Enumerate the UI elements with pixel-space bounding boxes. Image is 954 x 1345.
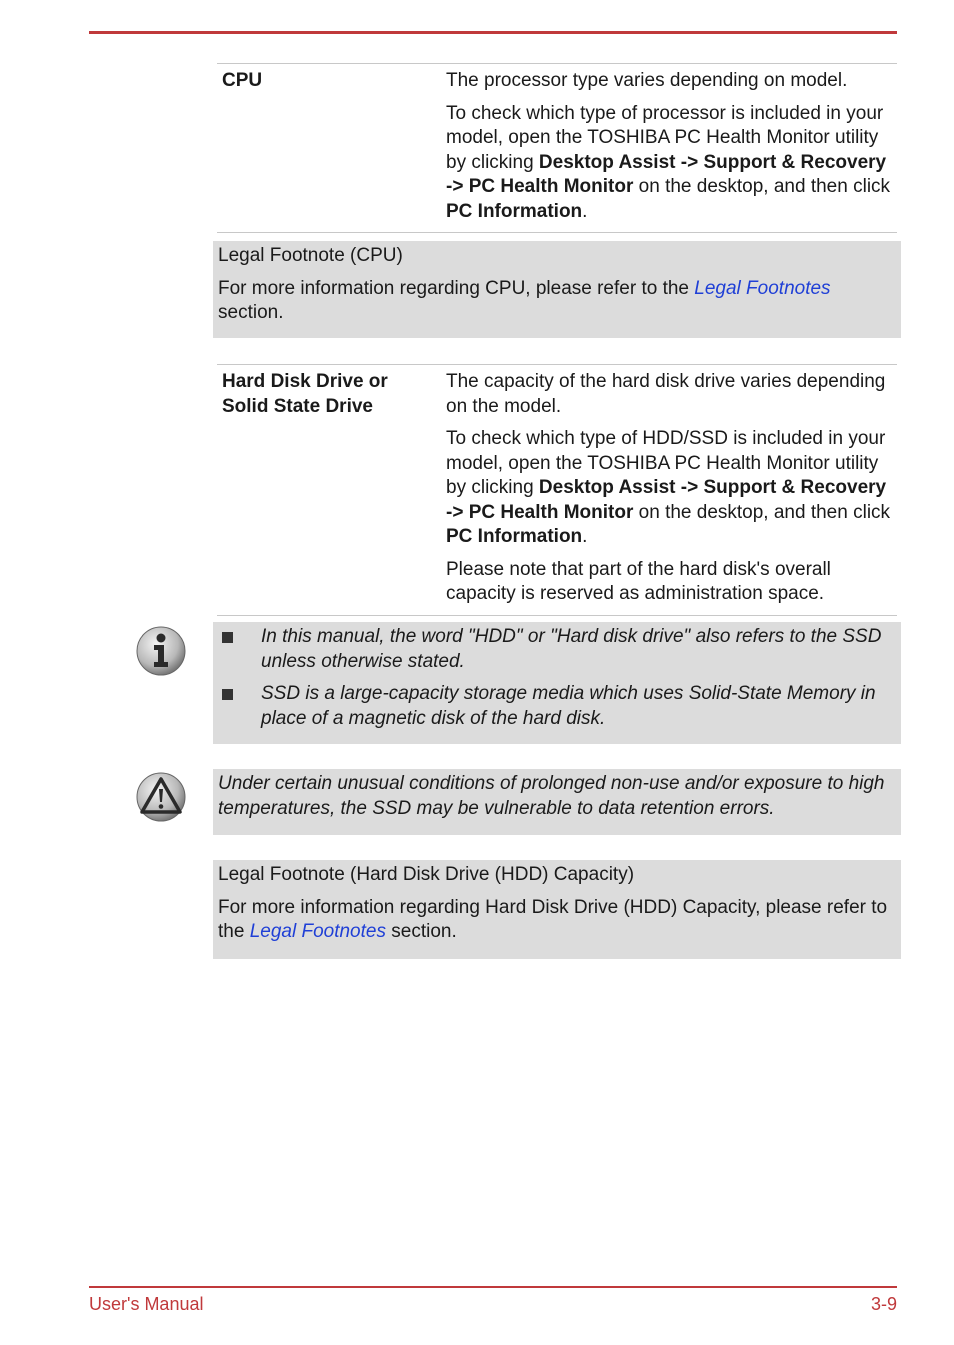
body-text: The processor type varies depending on model. (446, 70, 848, 91)
warning-icon (135, 771, 187, 823)
spec-paragraph (446, 427, 893, 550)
cpu-spec-table (217, 63, 897, 233)
body-text: . (582, 526, 588, 547)
spec-paragraph (446, 558, 893, 607)
ui-path-text: PC Information (446, 200, 583, 222)
footer-manual-title: User's Manual (89, 1294, 204, 1314)
footnote-title: Legal Footnote (CPU) (218, 245, 403, 266)
bullet-square (222, 632, 233, 643)
ui-path-text: Desktop Assist -> Support & Recovery -> PC Health Monitor (446, 477, 887, 523)
footnote-text-after: section. (218, 302, 284, 323)
body-text: . (582, 200, 588, 222)
info-note-box (213, 622, 901, 744)
warning-note-box (213, 769, 901, 835)
footnote-title: Legal Footnote (Hard Disk Drive (HDD) Capacity) (218, 864, 635, 885)
spec-row-cpu (217, 64, 897, 232)
spec-row-hdd (217, 365, 897, 615)
spec-paragraph (446, 102, 893, 225)
legal-footnote-cpu (213, 241, 901, 338)
body-text: on the desktop, and then click (633, 501, 891, 523)
hdd-spec-table (217, 364, 897, 616)
warning-note-text: Under certain unusual conditions of prolonged non-use and/or exposure to high temperatures, the SSD may be vulnerable to data retention errors. (218, 773, 885, 819)
body-text: The capacity of the hard disk drive varies depending on the model. (446, 371, 886, 417)
spec-term-cpu: CPU (222, 70, 263, 91)
spec-paragraph (446, 69, 893, 94)
spec-desc-cpu (441, 64, 897, 232)
info-note-item (218, 682, 891, 731)
legal-footnotes-link[interactable]: Legal Footnotes (694, 277, 831, 299)
footnote-text (218, 896, 891, 945)
header-rule (89, 31, 897, 34)
spec-paragraph (446, 370, 893, 419)
footnote-text-before: For more information regarding Hard Disk Drive (HDD) Capacity, please refer to the (218, 896, 888, 942)
footnote-text (218, 277, 891, 326)
page-number: 3-9 (870, 1294, 897, 1314)
body-text: on the desktop, and then click (633, 176, 891, 197)
ui-path-text: Desktop Assist -> Support & Recovery -> PC Health Monitor (446, 151, 887, 197)
ui-path-text: PC Information (446, 526, 583, 547)
body-text: Please note that part of the hard disk's overall capacity is reserved as administration space. (446, 558, 831, 604)
footnote-text-after: section. (385, 921, 457, 942)
spec-term-hdd: Hard Disk Drive or Solid State Drive (222, 371, 388, 417)
footnote-text-before: For more information regarding CPU, please refer to the (218, 277, 695, 299)
info-icon (135, 625, 187, 677)
body-text: To check which type of processor is included in your model, open the TOSHIBA PC Health Monitor utility by clicking (446, 102, 884, 173)
legal-footnotes-link[interactable]: Legal Footnotes (249, 921, 386, 942)
legal-footnote-hdd (213, 860, 901, 959)
spec-desc-hdd (441, 365, 897, 615)
info-note-text: In this manual, the word "HDD" or "Hard disk drive" also refers to the SSD unless otherwise stated. (261, 626, 882, 672)
info-note-item (218, 625, 891, 674)
body-text: To check which type of HDD/SSD is included in your model, open the TOSHIBA PC Health Monitor utility by clicking (446, 428, 886, 498)
footer-rule (89, 1286, 897, 1288)
info-note-text: SSD is a large-capacity storage media which uses Solid-State Memory in place of a magnetic disk of the hard disk. (261, 683, 876, 729)
info-note-list (218, 625, 891, 731)
bullet-square (222, 689, 233, 700)
